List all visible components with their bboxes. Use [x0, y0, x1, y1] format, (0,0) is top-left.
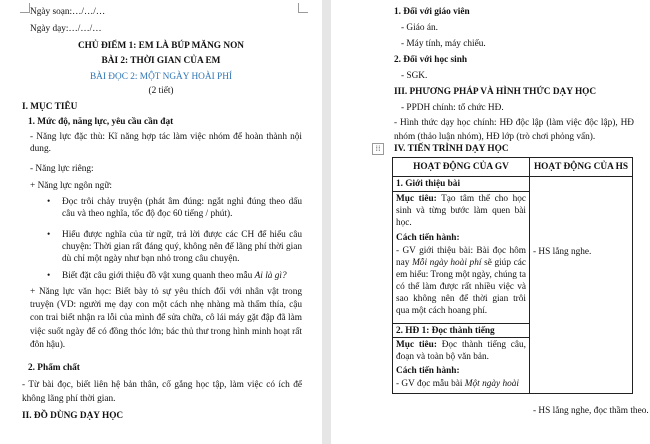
- table-move-handle[interactable]: ⁞⁞: [372, 143, 384, 155]
- bullet-item: Biết đặt câu giới thiệu đồ vật xung quanh theo mẫu Ai là gì?: [62, 271, 287, 281]
- section-reading-method-label: Cách tiến hành:: [396, 366, 460, 376]
- student-intro-response: - HS lắng nghe.: [533, 247, 592, 257]
- teacher-item: - Máy tính, máy chiếu.: [401, 39, 486, 49]
- margin-mark-top-left: [20, 3, 30, 13]
- section-reading-goal: Mục tiêu: Đọc thành tiếng câu, đoạn và toàn bộ văn bản.: [396, 340, 526, 362]
- section-intro-title: 1. Giới thiệu bài: [393, 177, 529, 192]
- heading-process: IV. TIẾN TRÌNH DẠY HỌC: [394, 144, 509, 154]
- heading-competencies: 1. Mức độ, năng lực, yêu cầu cần đạt: [28, 117, 174, 127]
- theme-title: CHỦ ĐIỂM 1: EM LÀ BÚP MĂNG NON: [77, 41, 245, 51]
- teacher-activity-cell: [393, 177, 530, 394]
- periods: (2 tiết): [148, 86, 174, 96]
- paragraph-qualities: - Từ bài đọc, biết liên hệ bản thân, cố gắng học tập, làm việc có ích để không lãng phí thời gian.: [22, 380, 302, 404]
- bullet-dot: •: [47, 230, 51, 240]
- section-reading-text: - GV đọc mẫu bài Một ngày hoài: [396, 379, 519, 389]
- column-header-teacher: HOẠT ĐỘNG CỦA GV: [393, 158, 530, 177]
- heading-methods: III. PHƯƠNG PHÁP VÀ HÌNH THỨC DẠY HỌC: [394, 87, 597, 97]
- heading-for-teacher: 1. Đối với giáo viên: [394, 7, 470, 17]
- section-intro-text: - GV giới thiệu bài: Bài đọc hôm nay Mỗi ngày hoài phí sẽ giúp các em hiểu: Trong một ngày, chúng ta có thể làm được rất nhiều việc và sao không nên để thời gian trôi qua một cách hoang phí.: [396, 246, 526, 316]
- section-intro-goal: Mục tiêu: Tạo tâm thế cho học sinh và từng bước làm quen bài học.: [396, 194, 526, 228]
- heading-qualities: 2. Phẩm chất: [28, 363, 80, 373]
- page-right: [331, 0, 650, 444]
- lesson-title: BÀI 2: THỜI GIAN CỦA EM: [101, 56, 221, 66]
- student-activity-cell: [530, 177, 649, 416]
- paragraph-specific-competency: - Năng lực đặc thù: Kĩ năng hợp tác làm việc nhóm để hoàn thành nội dung.: [30, 132, 302, 154]
- paragraph-language-competency: + Năng lực ngôn ngữ:: [30, 181, 112, 191]
- paragraph-own-competency: - Năng lực riêng:: [30, 164, 94, 174]
- date-taught: Ngày dạy:…/…/…: [30, 24, 102, 34]
- bullet-item: Hiểu được nghĩa của từ ngữ, trả lời được các CH để hiểu câu chuyện: Thời gian rất đáng quý, không nên để lãng phí thời gian dù chỉ một ngày như bạn nhỏ trong câu chuyện.: [62, 230, 302, 264]
- reading-title: BÀI ĐỌC 2: MỘT NGÀY HOÀI PHÍ: [89, 72, 233, 82]
- section-intro-method-label: Cách tiến hành:: [396, 233, 460, 243]
- method-main: - PPDH chính: tổ chức HĐ.: [401, 103, 504, 113]
- bullet-dot: •: [47, 197, 51, 207]
- column-header-student: HOẠT ĐỘNG CỦA HS: [530, 158, 633, 177]
- date-prepared: Ngày soạn:…/…/…: [30, 7, 106, 17]
- bullet-dot: •: [47, 271, 51, 281]
- heading-objectives: I. MỤC TIÊU: [22, 102, 78, 112]
- page-left: [0, 0, 322, 444]
- section-reading-title: 2. HĐ 1: Đọc thành tiếng: [393, 324, 529, 338]
- method-forms: - Hình thức dạy học chính: HĐ độc lập (làm việc độc lập), HĐ nhóm (thảo luận nhóm), HĐ lớp (trò chơi phỏng vấn).: [394, 118, 634, 142]
- heading-for-student: 2. Đối với học sinh: [394, 55, 468, 65]
- heading-teaching-aids: II. ĐỒ DÙNG DẠY HỌC: [22, 411, 124, 421]
- student-reading-response: - HS lắng nghe, đọc thầm theo.: [533, 406, 649, 416]
- bullet-item: Đọc trôi chảy truyện (phát âm đúng: ngắt nghỉ đúng theo dấu câu và theo nghĩa, tốc độ đọc 60 tiếng / phút).: [62, 197, 302, 219]
- activity-table: [392, 157, 649, 416]
- teacher-item: - Giáo án.: [401, 23, 438, 33]
- paragraph-literary-competency: + Năng lực văn học: Biết bày tỏ sự yêu thích đối với nhân vật trong truyện (VD: người mẹ dạy con một cách nhẹ nhàng mà thấm thía, cậu con trai biết nhận ra lỗi của mình để sửa chữa, cô lái máy gặt đập đã làm việc suốt ngày để có đồng thóc lớn; bác thủ thư trong hình minh hoạt rất đôn hậu).: [30, 287, 302, 350]
- margin-mark-top-right: [298, 3, 308, 13]
- student-item: - SGK.: [401, 71, 428, 81]
